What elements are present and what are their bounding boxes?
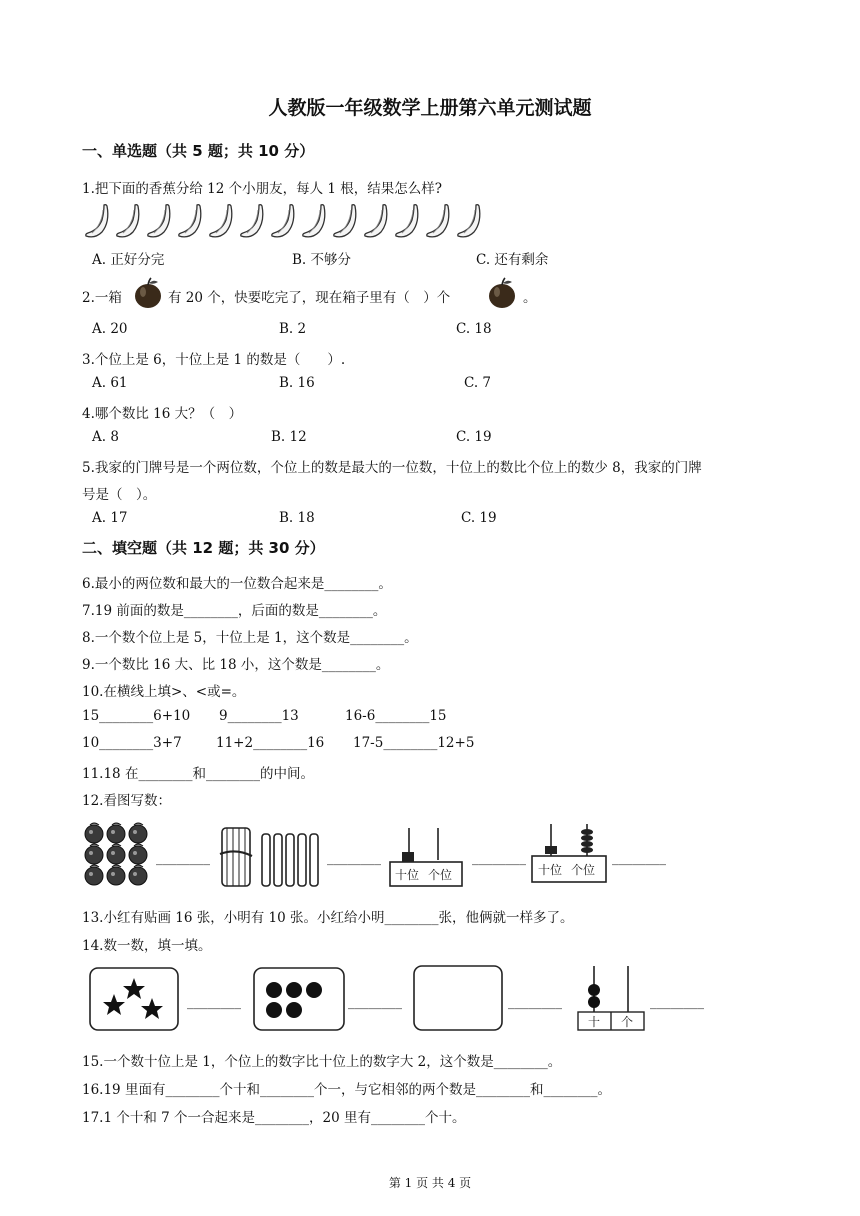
q14-blank[interactable]: ________ xyxy=(508,994,562,1010)
q12-blank[interactable]: ________ xyxy=(472,850,526,866)
section-heading-single-choice: 一、单选题（共 5 题；共 10 分） xyxy=(82,142,315,160)
banana-icon xyxy=(113,202,143,240)
q5-option-c[interactable]: C. 19 xyxy=(461,510,497,526)
question-9: 9.一个数比 16 大、比 18 小，这个数是________。 xyxy=(82,657,390,673)
q10-item: 17-5________12+5 xyxy=(353,735,475,751)
tens-label: 十 xyxy=(588,1015,601,1029)
banana-icon xyxy=(299,202,329,240)
question-8: 8.一个数个位上是 5，十位上是 1，这个数是________。 xyxy=(82,630,418,646)
banana-icon xyxy=(423,202,453,240)
question-13: 13.小红有贴画 16 张，小明有 10 张。小红给小明________张，他俩就一样多了。 xyxy=(82,910,574,926)
q12-blank[interactable]: ________ xyxy=(156,850,210,866)
banana-icon xyxy=(175,202,205,240)
banana-icon xyxy=(454,202,484,240)
peach-icon xyxy=(107,865,125,885)
question-6: 6.最小的两位数和最大的一位数合起来是________。 xyxy=(82,576,392,592)
page-title: 人教版一年级数学上册第六单元测试题 xyxy=(268,97,592,119)
q1-option-a[interactable]: A. 正好分完 xyxy=(92,252,165,268)
peach-group-icon xyxy=(85,823,147,885)
banana-icon xyxy=(144,202,174,240)
apple-icon xyxy=(132,277,164,309)
star-box-icon xyxy=(90,968,178,1030)
abacus-ones-label: 个位 xyxy=(571,863,596,877)
question-2-part-3: 。 xyxy=(523,290,537,306)
ones-label: 个 xyxy=(621,1015,634,1029)
q5-option-a[interactable]: A. 17 xyxy=(92,510,128,526)
peach-icon xyxy=(107,844,125,864)
page-footer: 第 1 页 共 4 页 xyxy=(388,1176,472,1190)
question-12: 12.看图写数： xyxy=(82,793,171,809)
abacus-icon xyxy=(390,828,462,886)
q4-option-a[interactable]: A. 8 xyxy=(92,429,119,445)
q4-option-b[interactable]: B. 12 xyxy=(271,429,307,445)
dot-box-icon xyxy=(254,968,344,1030)
question-3: 3.个位上是 6，十位上是 1 的数是（ ）. xyxy=(82,352,346,368)
stick-bundle-icon xyxy=(220,828,318,886)
abacus-tens-label: 十位 xyxy=(395,868,420,882)
q10-item: 11+2________16 xyxy=(216,735,325,751)
abacus-ones-label: 个位 xyxy=(428,868,453,882)
banana-icon xyxy=(82,202,112,240)
apple-icon xyxy=(486,277,518,309)
q14-blank[interactable]: ________ xyxy=(650,994,704,1010)
banana-icon xyxy=(237,202,267,240)
q14-blank[interactable]: ________ xyxy=(348,994,402,1010)
q2-option-a[interactable]: A. 20 xyxy=(92,321,128,337)
banana-icon xyxy=(268,202,298,240)
question-17: 17.1 个十和 7 个一合起来是________，20 里有________个十。 xyxy=(82,1110,466,1126)
peach-icon xyxy=(129,844,147,864)
question-15: 15.一个数十位上是 1，个位上的数字比十位上的数字大 2，这个数是________。 xyxy=(82,1054,562,1070)
question-14: 14.数一数，填一填。 xyxy=(82,938,212,954)
question-5-line-1: 5.我家的门牌号是一个两位数，个位上的数是最大的一位数，十位上的数比个位上的数少 8，我家的门牌 xyxy=(82,460,702,476)
banana-icon xyxy=(330,202,360,240)
q2-option-c[interactable]: C. 18 xyxy=(456,321,492,337)
q14-blank[interactable]: ________ xyxy=(187,994,241,1010)
peach-icon xyxy=(129,823,147,843)
q2-option-b[interactable]: B. 2 xyxy=(279,321,307,337)
q5-option-b[interactable]: B. 18 xyxy=(279,510,315,526)
question-7: 7.19 前面的数是________，后面的数是________。 xyxy=(82,603,387,619)
q10-item: 16-6________15 xyxy=(345,708,447,724)
peach-icon xyxy=(85,823,103,843)
q10-item: 10________3+7 xyxy=(82,735,182,751)
q10-item: 15________6+10 xyxy=(82,708,191,724)
question-4: 4.哪个数比 16 大？（ ） xyxy=(82,406,243,422)
banana-icon xyxy=(206,202,236,240)
abacus-icon xyxy=(532,824,606,882)
q1-option-b[interactable]: B. 不够分 xyxy=(292,252,352,268)
q12-blank[interactable]: ________ xyxy=(612,850,666,866)
abacus-tens-label: 十位 xyxy=(538,863,563,877)
peach-icon xyxy=(129,865,147,885)
question-16: 16.19 里面有________个十和________个一，与它相邻的两个数是________和________。 xyxy=(82,1082,611,1098)
q4-option-c[interactable]: C. 19 xyxy=(456,429,492,445)
question-10: 10.在横线上填>、<或=。 xyxy=(82,684,246,700)
peach-icon xyxy=(85,865,103,885)
q3-option-b[interactable]: B. 16 xyxy=(279,375,315,391)
question-2-part-1: 2.一箱 xyxy=(82,290,122,306)
banana-icon xyxy=(361,202,391,240)
peach-icon xyxy=(85,844,103,864)
peach-icon xyxy=(107,823,125,843)
empty-box-icon xyxy=(414,966,502,1030)
question-11: 11.18 在________和________的中间。 xyxy=(82,766,314,782)
question-2-part-2: 有 20 个，快要吃完了，现在箱子里有（ ）个 xyxy=(168,290,451,306)
q10-item: 9________13 xyxy=(219,708,299,724)
question-1: 1.把下面的香蕉分给 12 个小朋友，每人 1 根，结果怎么样? xyxy=(82,181,443,197)
banana-icon xyxy=(392,202,422,240)
q3-option-a[interactable]: A. 61 xyxy=(92,375,128,391)
q1-option-c[interactable]: C. 还有剩余 xyxy=(476,252,549,268)
section-heading-fill-in: 二、填空题（共 12 题；共 30 分） xyxy=(82,539,325,557)
question-5-line-2: 号是（ ）。 xyxy=(82,487,157,503)
q12-blank[interactable]: ________ xyxy=(327,850,381,866)
q3-option-c[interactable]: C. 7 xyxy=(464,375,492,391)
abacus-icon xyxy=(578,966,644,1030)
